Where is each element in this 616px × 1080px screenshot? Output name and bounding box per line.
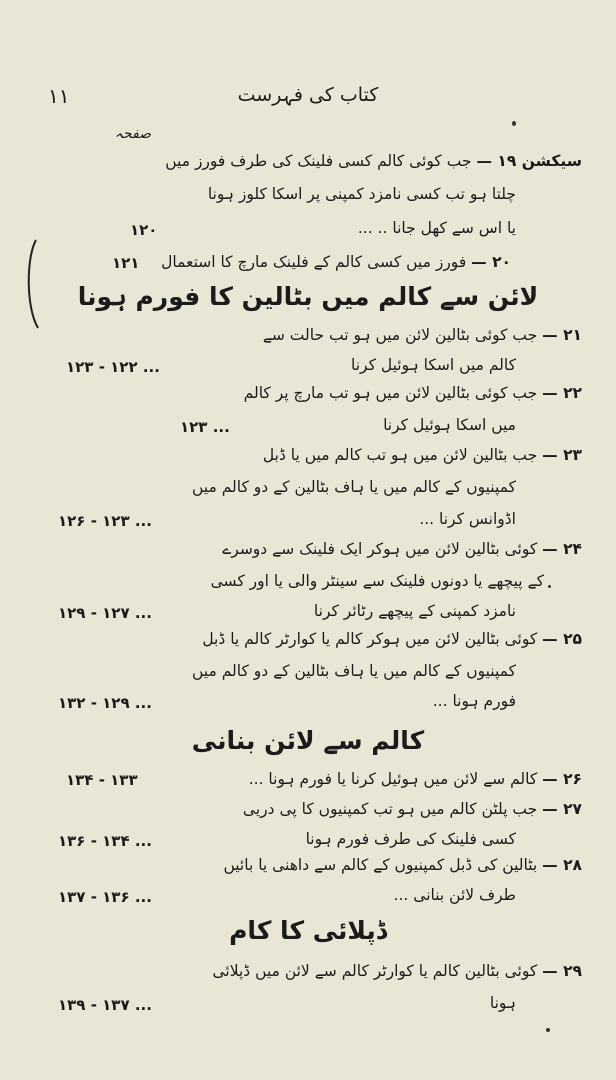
page-header (0, 80, 616, 116)
entry-28-line-1: ۲۸ — بٹالین کی ڈبل کمپنیوں کے کالم سے داھنی یا بائیں (223, 856, 582, 874)
entry-25-pages: ۱۳۲ - ۱۲۹ ... (58, 694, 152, 712)
section-heading-2: کالم سے لائن بنانی (191, 726, 425, 755)
entry-29-pages: ۱۳۹ - ۱۳۷ ... (58, 996, 152, 1014)
section-heading-1: لائن سے کالم میں بٹالین کا فورم ہونا (77, 282, 539, 311)
entry-23-line-1: ۲۳ — جب بٹالین لائن میں ہو تب کالم میں یا ڈبل (262, 446, 582, 464)
entry-22-pages: ۱۲۳ ... (180, 418, 230, 436)
page-title: کتاب کی فہرست (237, 84, 379, 106)
entry-19-line-2: چلتا ہو تب کسی نامزد کمپنی پر اسکا کلوز ہونا (207, 185, 516, 203)
entry-19-line-1: سیکشن ۱۹ — جب کوئی کالم کسی فلینک کی طرف فورز میں (165, 152, 582, 170)
column-label: صفحہ (114, 126, 151, 142)
page-number: ۱۱ (48, 84, 70, 108)
entry-21-line-1: ۲۱ — جب کوئی بٹالین لائن میں ہو تب حالت سے (262, 326, 582, 344)
entry-23-pages: ۱۲۶ - ۱۲۳ ... (58, 512, 152, 530)
entry-25-line-2: کمپنیوں کے کالم میں یا ہاف بٹالین کے دو کالم میں (191, 662, 516, 680)
entry-27-line-2: کسی فلینک کی طرف فورم ہونا (305, 830, 516, 848)
section-heading-3: ڈپلائی کا کام (229, 916, 387, 945)
entry-23-line-2: کمپنیوں کے کالم میں یا ہاف بٹالین کے دو کالم میں (191, 478, 516, 496)
entry-26-pages: ۱۳۴ - ۱۳۳ (66, 771, 138, 789)
entry-26-line-1: ۲۶ — کالم سے لائن میں ہوئیل کرنا یا فورم ہونا ... (248, 770, 582, 788)
ink-speck (546, 1028, 550, 1032)
entry-24-line-2: کے پیچھے یا دونوں فلینک سے سینٹر والی یا اور کسی (210, 572, 544, 590)
entry-29-line-2: ہونا (489, 994, 516, 1012)
entry-19-pages: ۱۲۰ (130, 221, 158, 239)
entry-20-line-1: ۲۰ — فورز میں کسی کالم کے فلینک مارچ کا استعمال (161, 253, 511, 271)
entry-28-pages: ۱۳۷ - ۱۳۶ ... (58, 888, 152, 906)
entry-29-line-1: ۲۹ — کوئی بٹالین کالم یا کوارٹر کالم سے لائن میں ڈپلائی (212, 962, 582, 980)
entry-25-line-3: فورم ہونا ... (432, 692, 516, 710)
entry-25-line-1: ۲۵ — کوئی بٹالین لائن میں ہوکر کالم یا کوارٹر کالم یا ڈبل (202, 630, 582, 648)
entry-24-line-1: ۲۴ — کوئی بٹالین لائن میں ہوکر ایک فلینک سے دوسرے (222, 540, 582, 558)
entry-21-line-2: کالم میں اسکا ہوئیل کرنا (351, 356, 516, 374)
entry-20-pages: ۱۲۱ (112, 254, 140, 272)
entry-24-pages: ۱۲۹ - ۱۲۷ ... (58, 604, 152, 622)
entry-23-line-3: اڈوانس کرنا ... (419, 510, 516, 528)
ink-speck (548, 585, 551, 588)
entry-19-line-3: یا اس سے کھل جانا .. ... (357, 219, 516, 237)
entry-22-line-1: ۲۲ — جب کوئی بٹالین لائن میں ہو تب مارچ پر کالم (243, 384, 582, 402)
entry-24-line-3: نامزد کمپنی کے پیچھے رٹائر کرنا (313, 602, 516, 620)
entry-21-pages: ۱۲۳ - ۱۲۲ ... (66, 358, 160, 376)
ink-speck (512, 121, 516, 126)
entry-27-line-1: ۲۷ — جب پلٹن کالم میں ہو تب کمپنیوں کا پی دریی (242, 800, 582, 818)
entry-28-line-2: طرف لائن بنانی ... (393, 886, 516, 904)
entry-22-line-2: میں اسکا ہوئیل کرنا (383, 416, 516, 434)
entry-27-pages: ۱۳۶ - ۱۳۴ ... (58, 832, 152, 850)
